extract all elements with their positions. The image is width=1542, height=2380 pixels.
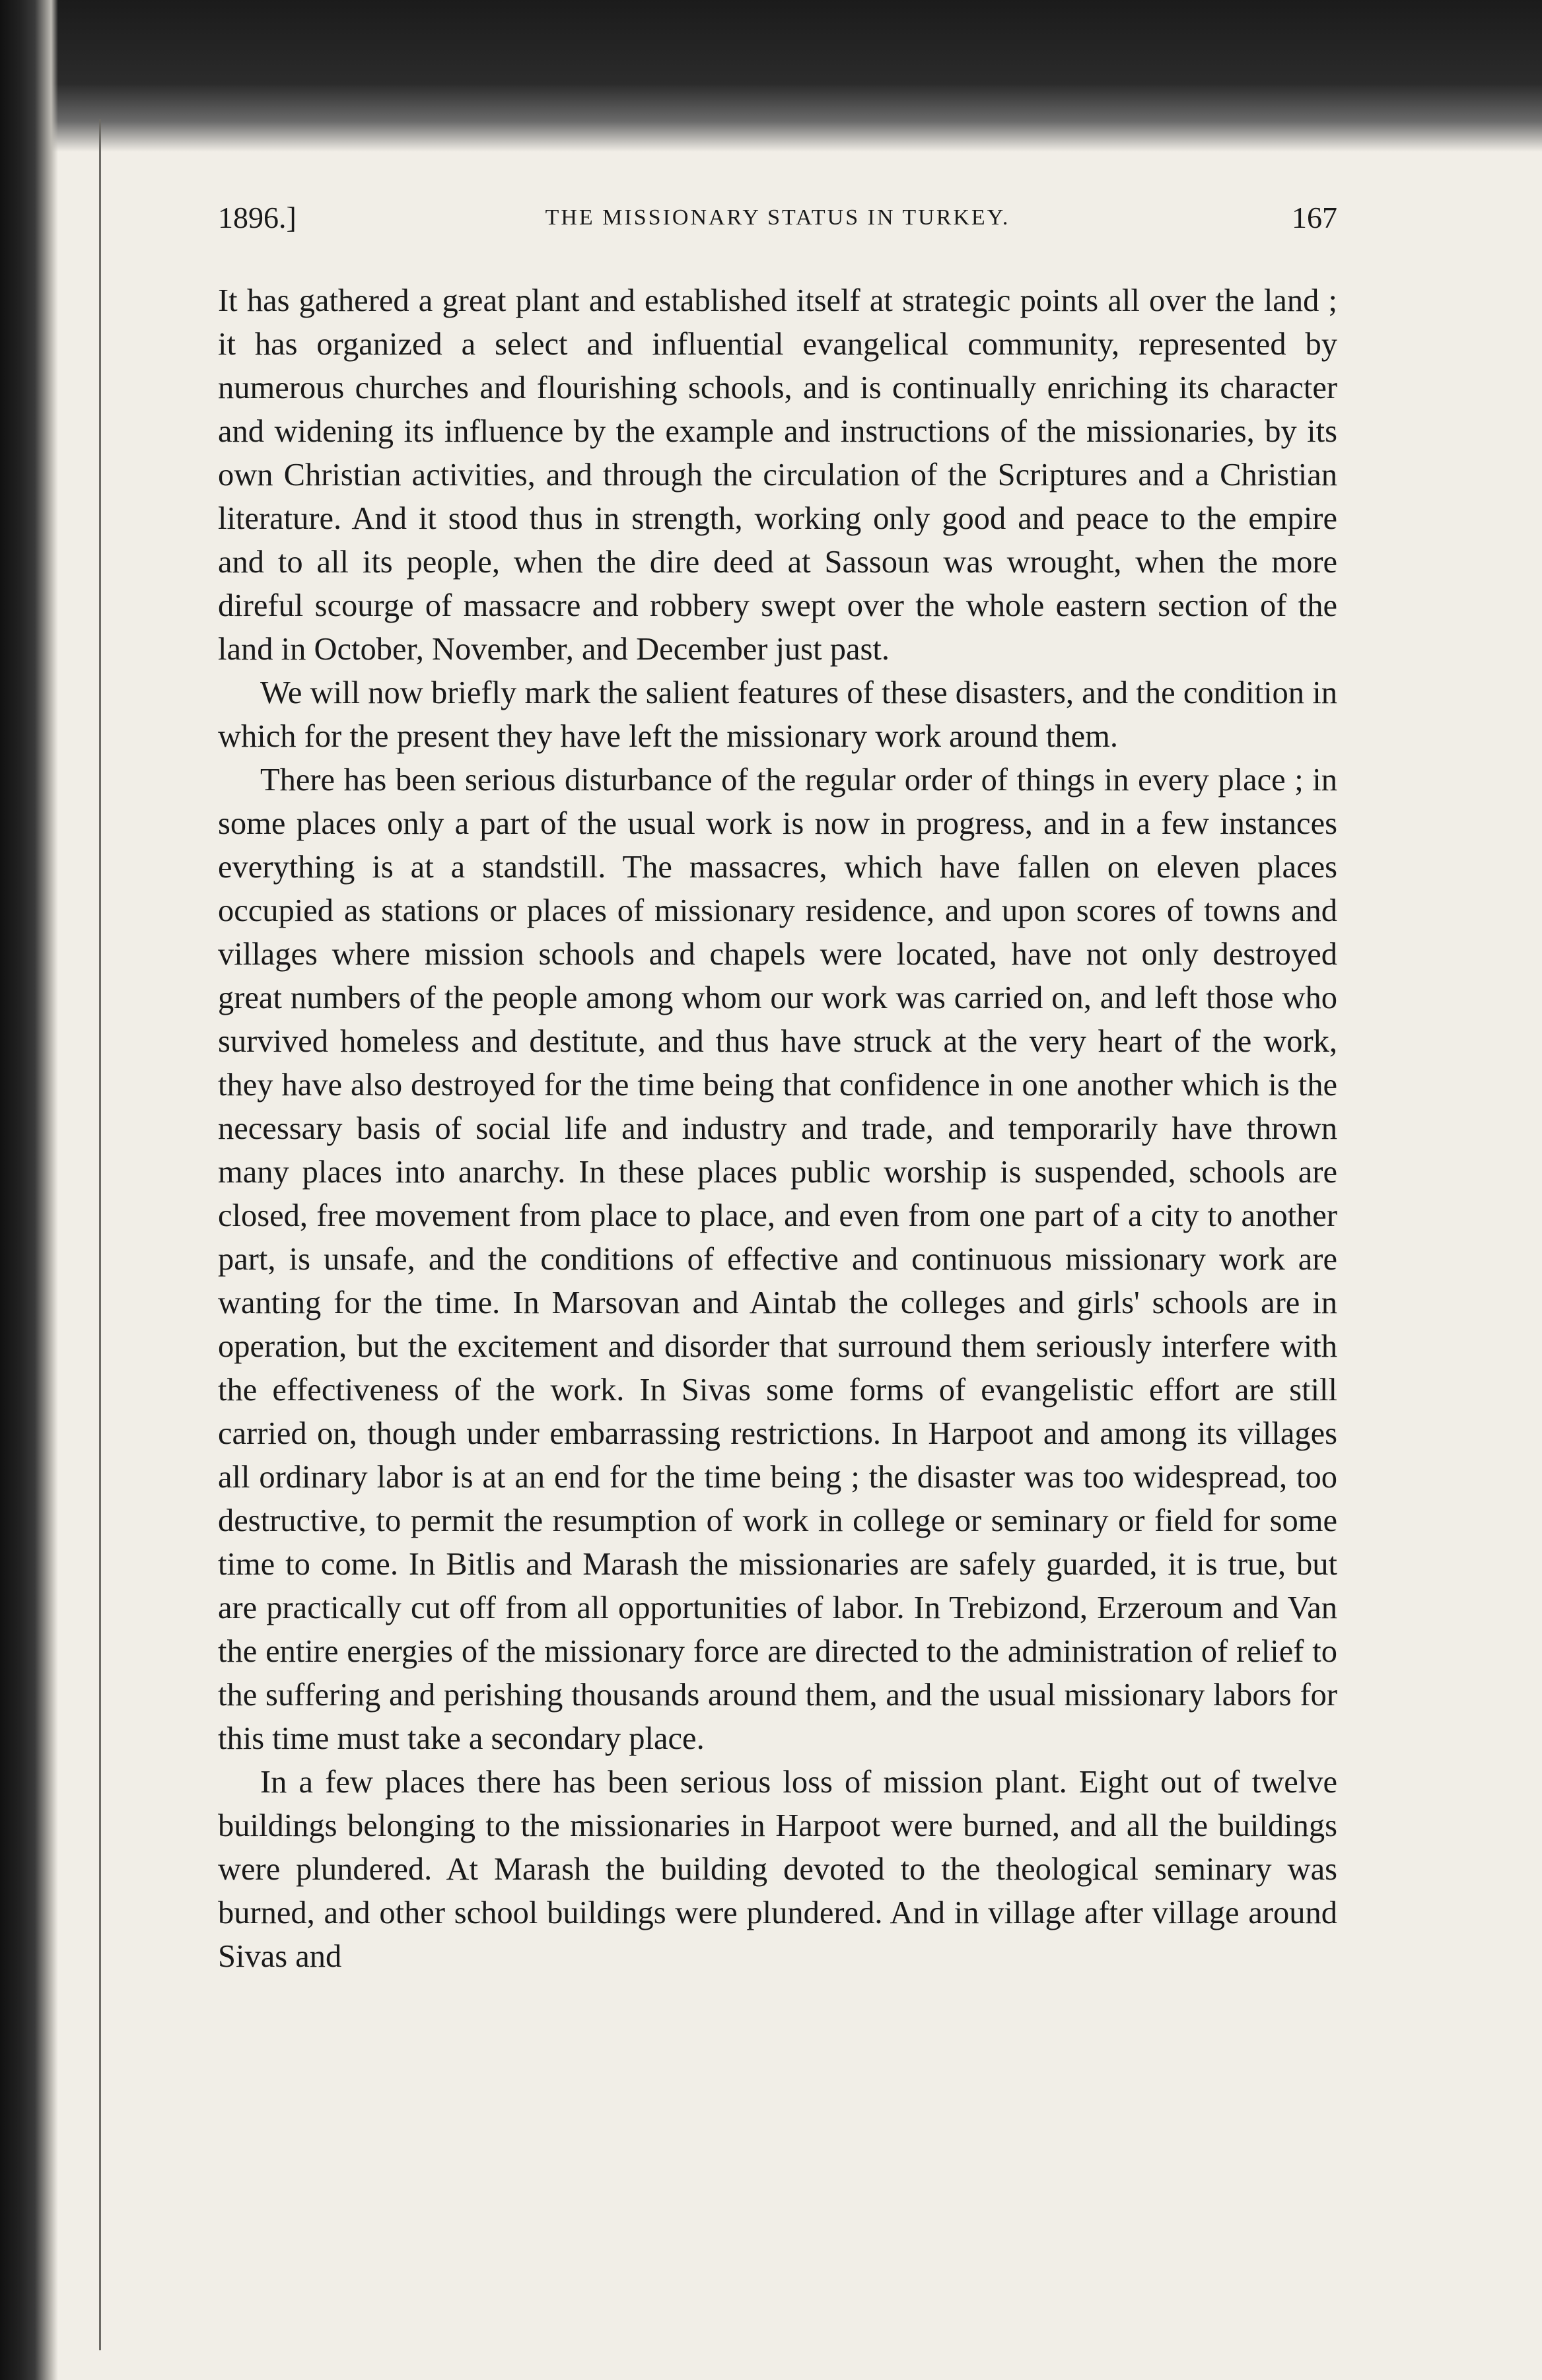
running-header [218,195,1337,241]
paragraph-3: There has been serious disturbance of the regular order of things in every place ; in some places only a part of the usual work is now in progress, and in a few instances everything is at a standstill. The massacres, which have fallen on eleven places occupied as stations or places of missionary residence, and upon scores of towns and villages where mission schools and chapels were located, have not only destroyed great numbers of the people among whom our work was carried on, and left those who survived homeless and destitute, and thus have struck at the very heart of the work, they have also destroyed for the time being that confidence in one another which is the necessary basis of social life and industry and trade, and temporarily have thrown many places into anarchy. In these places public worship is suspended, schools are closed, free movement from place to place, and even from one part of a city to another part, is unsafe, and the conditions of effective and continuous missionary work are wanting for the time. In Marsovan and Aintab the colleges and girls' schools are in operation, but the excitement and disorder that surround them seriously interfere with the effectiveness of the work. In Sivas some forms of evangelistic effort are still carried on, though under embarrassing restrictions. In Harpoot and among its villages all ordinary labor is at an end for the time being ; the disaster was too widespread, too destructive, to permit the resumption of work in college or seminary or field for some time to come. In Bitlis and Marash the missionaries are safely guarded, it is true, but are practically cut off from all opportunities of labor. In Trebizond, Erzeroum and Van the entire energies of the missionary force are directed to the administration of relief to the suffering and perishing thousands around them, and the usual missionary labors for this time must take a secondary place. [218,763,1337,1756]
binding-gutter-line [99,119,101,2350]
scan-shadow-top [0,0,1542,152]
header-year: 1896.] [218,201,297,234]
body-text [218,279,1337,1979]
running-title: THE MISSIONARY STATUS IN TURKEY. [545,205,1010,230]
paragraph-4: In a few places there has been serious loss of mission plant. Eight out of twelve buildings belonging to the missionaries in Harpoot were burned, and all the buildings were plundered. At Marash the building devoted to the theological seminary was burned, and other school buildings were plundered. And in village after village around Sivas and [218,1765,1337,1974]
paragraph-2: We will now briefly mark the salient features of these disasters, and the condition in which for the present they have left the missionary work around them. [218,675,1337,754]
page-number: 167 [1292,201,1337,234]
scan-shadow-left [0,0,58,2380]
paragraph-1: It has gathered a great plant and established itself at strategic points all over the land ; it has organized a select and influential evangelical community, represented by numerous churches and flourishing schools, and is continually enriching its character and widening its influence by the example and instructions of the missionaries, by its own Christian activities, and through the circulation of the Scriptures and a Christian literature. And it stood thus in strength, working only good and peace to the empire and to all its people, when the dire deed at Sassoun was wrought, when the more direful scourge of massacre and robbery swept over the whole eastern section of the land in October, November, and December just past. [218,283,1337,667]
document-page [218,195,1337,2307]
